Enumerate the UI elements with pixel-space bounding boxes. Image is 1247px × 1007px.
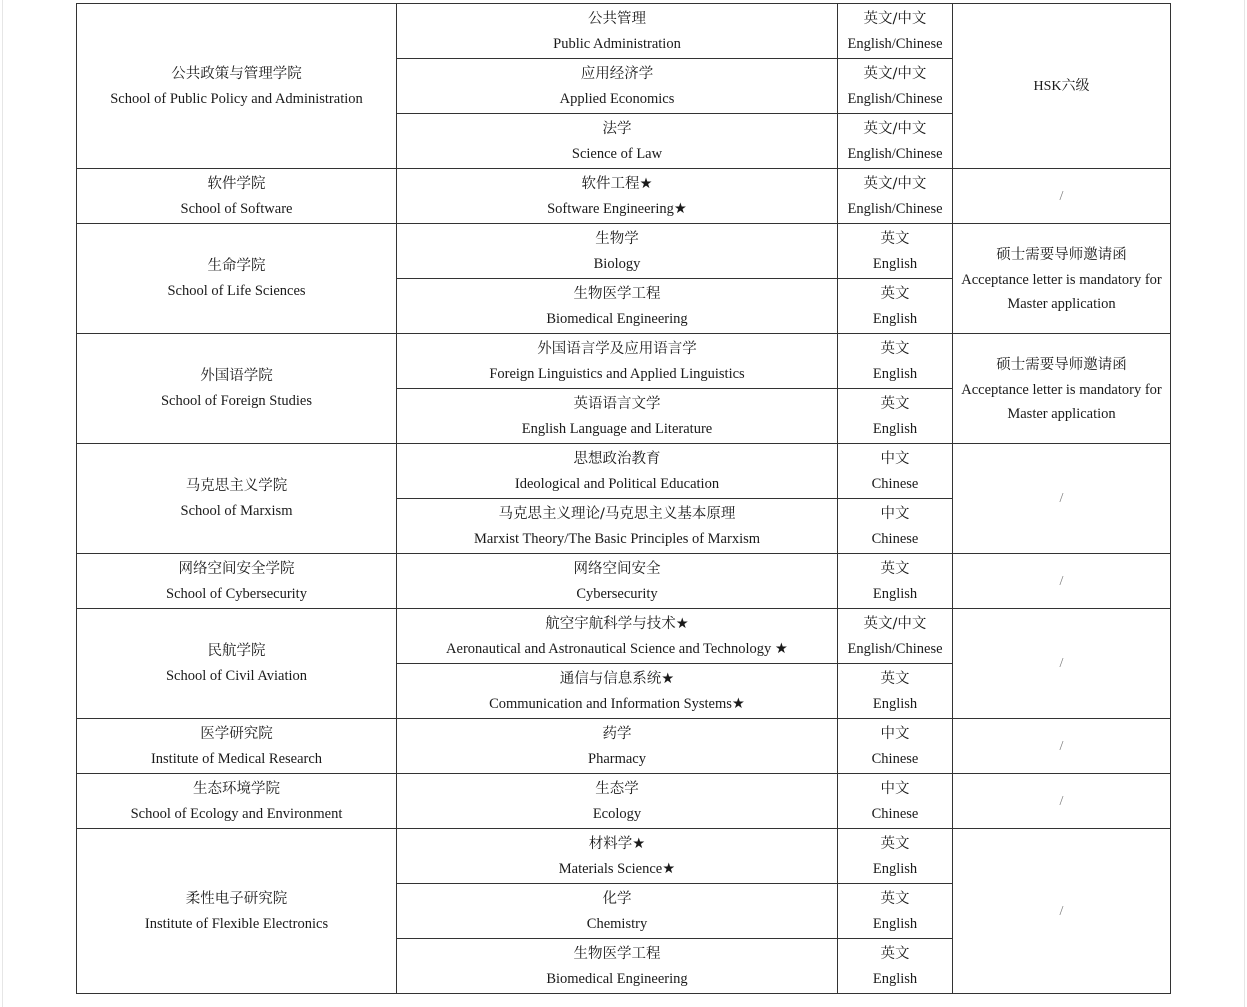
school-name-zh: 生命学院 bbox=[207, 258, 266, 274]
page-edge-right bbox=[1244, 0, 1245, 1007]
language-cell bbox=[838, 114, 953, 169]
program-name-zh: 药学 bbox=[602, 725, 632, 742]
program-cell bbox=[397, 224, 838, 279]
program-name-en: English Language and Literature bbox=[521, 420, 713, 437]
program-cell bbox=[397, 59, 838, 114]
school-name-en: School of Cybersecurity bbox=[166, 585, 307, 602]
language-cell bbox=[838, 554, 953, 609]
requirement-cell: / bbox=[953, 169, 1171, 224]
program-name-zh: 应用经济学 bbox=[580, 65, 654, 82]
language-en: Chinese bbox=[871, 475, 919, 492]
program-name-zh: 生物学 bbox=[595, 230, 639, 247]
school-cell bbox=[77, 169, 397, 224]
requirement-en: Acceptance letter is mandatory for Master application bbox=[961, 381, 1162, 422]
language-cell bbox=[838, 169, 953, 224]
requirement-cell: / bbox=[953, 444, 1171, 554]
program-name-en: Applied Economics bbox=[559, 90, 675, 107]
requirement-cell: / bbox=[953, 774, 1171, 829]
table-row bbox=[77, 774, 1171, 829]
program-cell bbox=[397, 884, 838, 939]
school-name-en: Institute of Flexible Electronics bbox=[144, 915, 329, 932]
program-name-en: Biomedical Engineering bbox=[546, 970, 688, 987]
language-cell bbox=[838, 719, 953, 774]
school-cell bbox=[77, 609, 397, 719]
program-name-en: Marxist Theory/The Basic Principles of Marxism bbox=[473, 530, 761, 547]
language-en: English bbox=[872, 365, 918, 382]
program-name-zh: 通信与信息系统★ bbox=[559, 670, 675, 687]
requirement-cell: / bbox=[953, 609, 1171, 719]
program-cell bbox=[397, 169, 838, 224]
school-name-zh: 马克思主义学院 bbox=[185, 478, 288, 494]
program-name-zh: 英语语言文学 bbox=[573, 395, 661, 412]
program-cell bbox=[397, 334, 838, 389]
table-row bbox=[77, 719, 1171, 774]
requirement-zh: 硕士需要导师邀请函 bbox=[996, 356, 1127, 373]
language-zh: 英文 bbox=[880, 890, 910, 907]
program-table bbox=[76, 3, 1171, 994]
requirement-cell bbox=[953, 334, 1171, 444]
language-zh: 中文 bbox=[880, 780, 910, 797]
program-name-zh: 生态学 bbox=[595, 780, 639, 797]
language-zh: 中文 bbox=[880, 450, 910, 467]
school-cell bbox=[77, 224, 397, 334]
language-cell bbox=[838, 444, 953, 499]
program-cell bbox=[397, 499, 838, 554]
school-name-zh: 软件学院 bbox=[207, 175, 266, 192]
language-cell bbox=[838, 664, 953, 719]
language-en: English bbox=[872, 585, 918, 602]
program-name-en: Software Engineering★ bbox=[547, 200, 687, 217]
school-cell bbox=[77, 774, 397, 829]
program-cell bbox=[397, 444, 838, 499]
school-name-en: School of Foreign Studies bbox=[160, 393, 313, 409]
requirement-en: Acceptance letter is mandatory for Master application bbox=[961, 271, 1162, 312]
program-name-en: Biomedical Engineering bbox=[546, 310, 688, 327]
program-name-zh: 材料学★ bbox=[588, 835, 646, 852]
language-cell bbox=[838, 829, 953, 884]
program-name-zh: 法学 bbox=[602, 120, 632, 137]
school-name-en: School of Software bbox=[180, 200, 293, 217]
program-cell bbox=[397, 664, 838, 719]
language-cell bbox=[838, 4, 953, 59]
program-cell bbox=[397, 939, 838, 994]
table-row bbox=[77, 829, 1171, 884]
school-name-en: School of Ecology and Environment bbox=[130, 805, 343, 822]
program-name-zh: 化学 bbox=[602, 890, 632, 907]
language-cell bbox=[838, 279, 953, 334]
program-name-en: Communication and Information Systems★ bbox=[489, 695, 745, 712]
language-en: Chinese bbox=[871, 530, 919, 547]
program-cell bbox=[397, 4, 838, 59]
school-name-zh: 网络空间安全学院 bbox=[178, 560, 295, 577]
program-cell bbox=[397, 774, 838, 829]
school-cell bbox=[77, 4, 397, 169]
table-row bbox=[77, 169, 1171, 224]
school-name-zh: 柔性电子研究院 bbox=[185, 890, 288, 907]
language-zh: 英文 bbox=[880, 945, 910, 962]
language-zh: 英文/中文 bbox=[863, 175, 927, 192]
language-en: English bbox=[872, 420, 918, 437]
language-en: English bbox=[872, 860, 918, 877]
language-cell bbox=[838, 334, 953, 389]
program-name-en: Pharmacy bbox=[588, 750, 646, 767]
language-en: English bbox=[872, 310, 918, 327]
table-row bbox=[77, 609, 1171, 664]
language-zh: 英文 bbox=[880, 230, 910, 247]
program-name-en: Ecology bbox=[592, 805, 642, 822]
program-name-zh: 思想政治教育 bbox=[573, 450, 661, 467]
requirement-cell: HSK六级 bbox=[953, 4, 1171, 169]
table-row bbox=[77, 4, 1171, 59]
language-en: English/Chinese bbox=[847, 90, 943, 107]
school-cell bbox=[77, 719, 397, 774]
program-name-zh: 网络空间安全 bbox=[573, 560, 661, 577]
language-zh: 英文/中文 bbox=[863, 65, 927, 82]
program-name-zh: 马克思主义理论/马克思主义基本原理 bbox=[498, 505, 736, 522]
school-name-en: School of Civil Aviation bbox=[165, 668, 308, 684]
language-zh: 英文 bbox=[880, 835, 910, 852]
requirement-cell: / bbox=[953, 554, 1171, 609]
language-cell bbox=[838, 59, 953, 114]
language-zh: 英文/中文 bbox=[863, 10, 927, 27]
language-zh: 英文 bbox=[880, 560, 910, 577]
language-cell bbox=[838, 884, 953, 939]
language-cell bbox=[838, 499, 953, 554]
school-name-zh: 民航学院 bbox=[207, 643, 266, 659]
program-name-en: Aeronautical and Astronautical Science and Technology ★ bbox=[446, 640, 788, 657]
program-name-en: Chemistry bbox=[586, 915, 648, 932]
requirement-cell: / bbox=[953, 719, 1171, 774]
language-en: Chinese bbox=[871, 750, 919, 767]
school-name-en: School of Public Policy and Administration bbox=[110, 90, 363, 107]
program-name-zh: 生物医学工程 bbox=[573, 285, 661, 302]
program-cell bbox=[397, 609, 838, 664]
language-cell bbox=[838, 389, 953, 444]
program-cell bbox=[397, 114, 838, 169]
table-row bbox=[77, 444, 1171, 499]
school-name-en: School of Life Sciences bbox=[167, 283, 306, 299]
program-cell bbox=[397, 829, 838, 884]
program-name-en: Foreign Linguistics and Applied Linguistics bbox=[489, 365, 745, 382]
language-cell bbox=[838, 224, 953, 279]
language-zh: 英文/中文 bbox=[863, 120, 927, 137]
language-en: English/Chinese bbox=[847, 640, 943, 657]
program-name-zh: 软件工程★ bbox=[581, 175, 653, 192]
school-name-en: Institute of Medical Research bbox=[150, 750, 323, 767]
school-cell bbox=[77, 829, 397, 994]
language-en: English bbox=[872, 915, 918, 932]
school-name-en: School of Marxism bbox=[180, 503, 293, 519]
language-en: English/Chinese bbox=[847, 35, 943, 52]
program-name-en: Cybersecurity bbox=[576, 585, 658, 602]
program-cell bbox=[397, 279, 838, 334]
program-name-en: Materials Science★ bbox=[558, 860, 676, 877]
program-cell bbox=[397, 719, 838, 774]
language-en: English/Chinese bbox=[847, 145, 943, 162]
program-name-zh: 外国语言学及应用语言学 bbox=[537, 340, 697, 357]
language-en: English bbox=[872, 255, 918, 272]
program-name-en: Ideological and Political Education bbox=[514, 475, 720, 492]
school-cell bbox=[77, 334, 397, 444]
school-cell bbox=[77, 554, 397, 609]
language-zh: 中文 bbox=[880, 505, 910, 522]
table-row bbox=[77, 224, 1171, 279]
requirement-zh: 硕士需要导师邀请函 bbox=[996, 246, 1127, 263]
school-cell bbox=[77, 444, 397, 554]
requirement-cell: / bbox=[953, 829, 1171, 994]
school-name-zh: 公共政策与管理学院 bbox=[171, 65, 302, 82]
program-name-zh: 生物医学工程 bbox=[573, 945, 661, 962]
program-cell bbox=[397, 554, 838, 609]
program-cell bbox=[397, 389, 838, 444]
table-row bbox=[77, 554, 1171, 609]
language-zh: 中文 bbox=[880, 725, 910, 742]
page-edge-left bbox=[2, 0, 3, 1007]
program-name-zh: 公共管理 bbox=[588, 10, 646, 27]
language-zh: 英文 bbox=[880, 285, 910, 302]
school-name-zh: 医学研究院 bbox=[200, 725, 273, 742]
program-name-en: Public Administration bbox=[553, 35, 681, 52]
table-row bbox=[77, 334, 1171, 389]
school-name-zh: 生态环境学院 bbox=[193, 780, 280, 797]
language-cell bbox=[838, 939, 953, 994]
language-en: English bbox=[872, 970, 918, 987]
requirement-cell bbox=[953, 224, 1171, 334]
language-cell bbox=[838, 609, 953, 664]
language-zh: 英文 bbox=[880, 670, 910, 687]
program-name-en: Biology bbox=[593, 255, 641, 272]
language-en: English/Chinese bbox=[847, 200, 943, 217]
language-zh: 英文/中文 bbox=[863, 615, 927, 632]
language-en: Chinese bbox=[871, 805, 919, 822]
program-table-body bbox=[77, 4, 1171, 994]
language-cell bbox=[838, 774, 953, 829]
program-name-zh: 航空宇航科学与技术★ bbox=[545, 615, 689, 632]
school-name-zh: 外国语学院 bbox=[200, 368, 273, 384]
language-en: English bbox=[872, 695, 918, 712]
language-zh: 英文 bbox=[880, 340, 910, 357]
language-zh: 英文 bbox=[880, 395, 910, 412]
program-name-en: Science of Law bbox=[571, 145, 663, 162]
